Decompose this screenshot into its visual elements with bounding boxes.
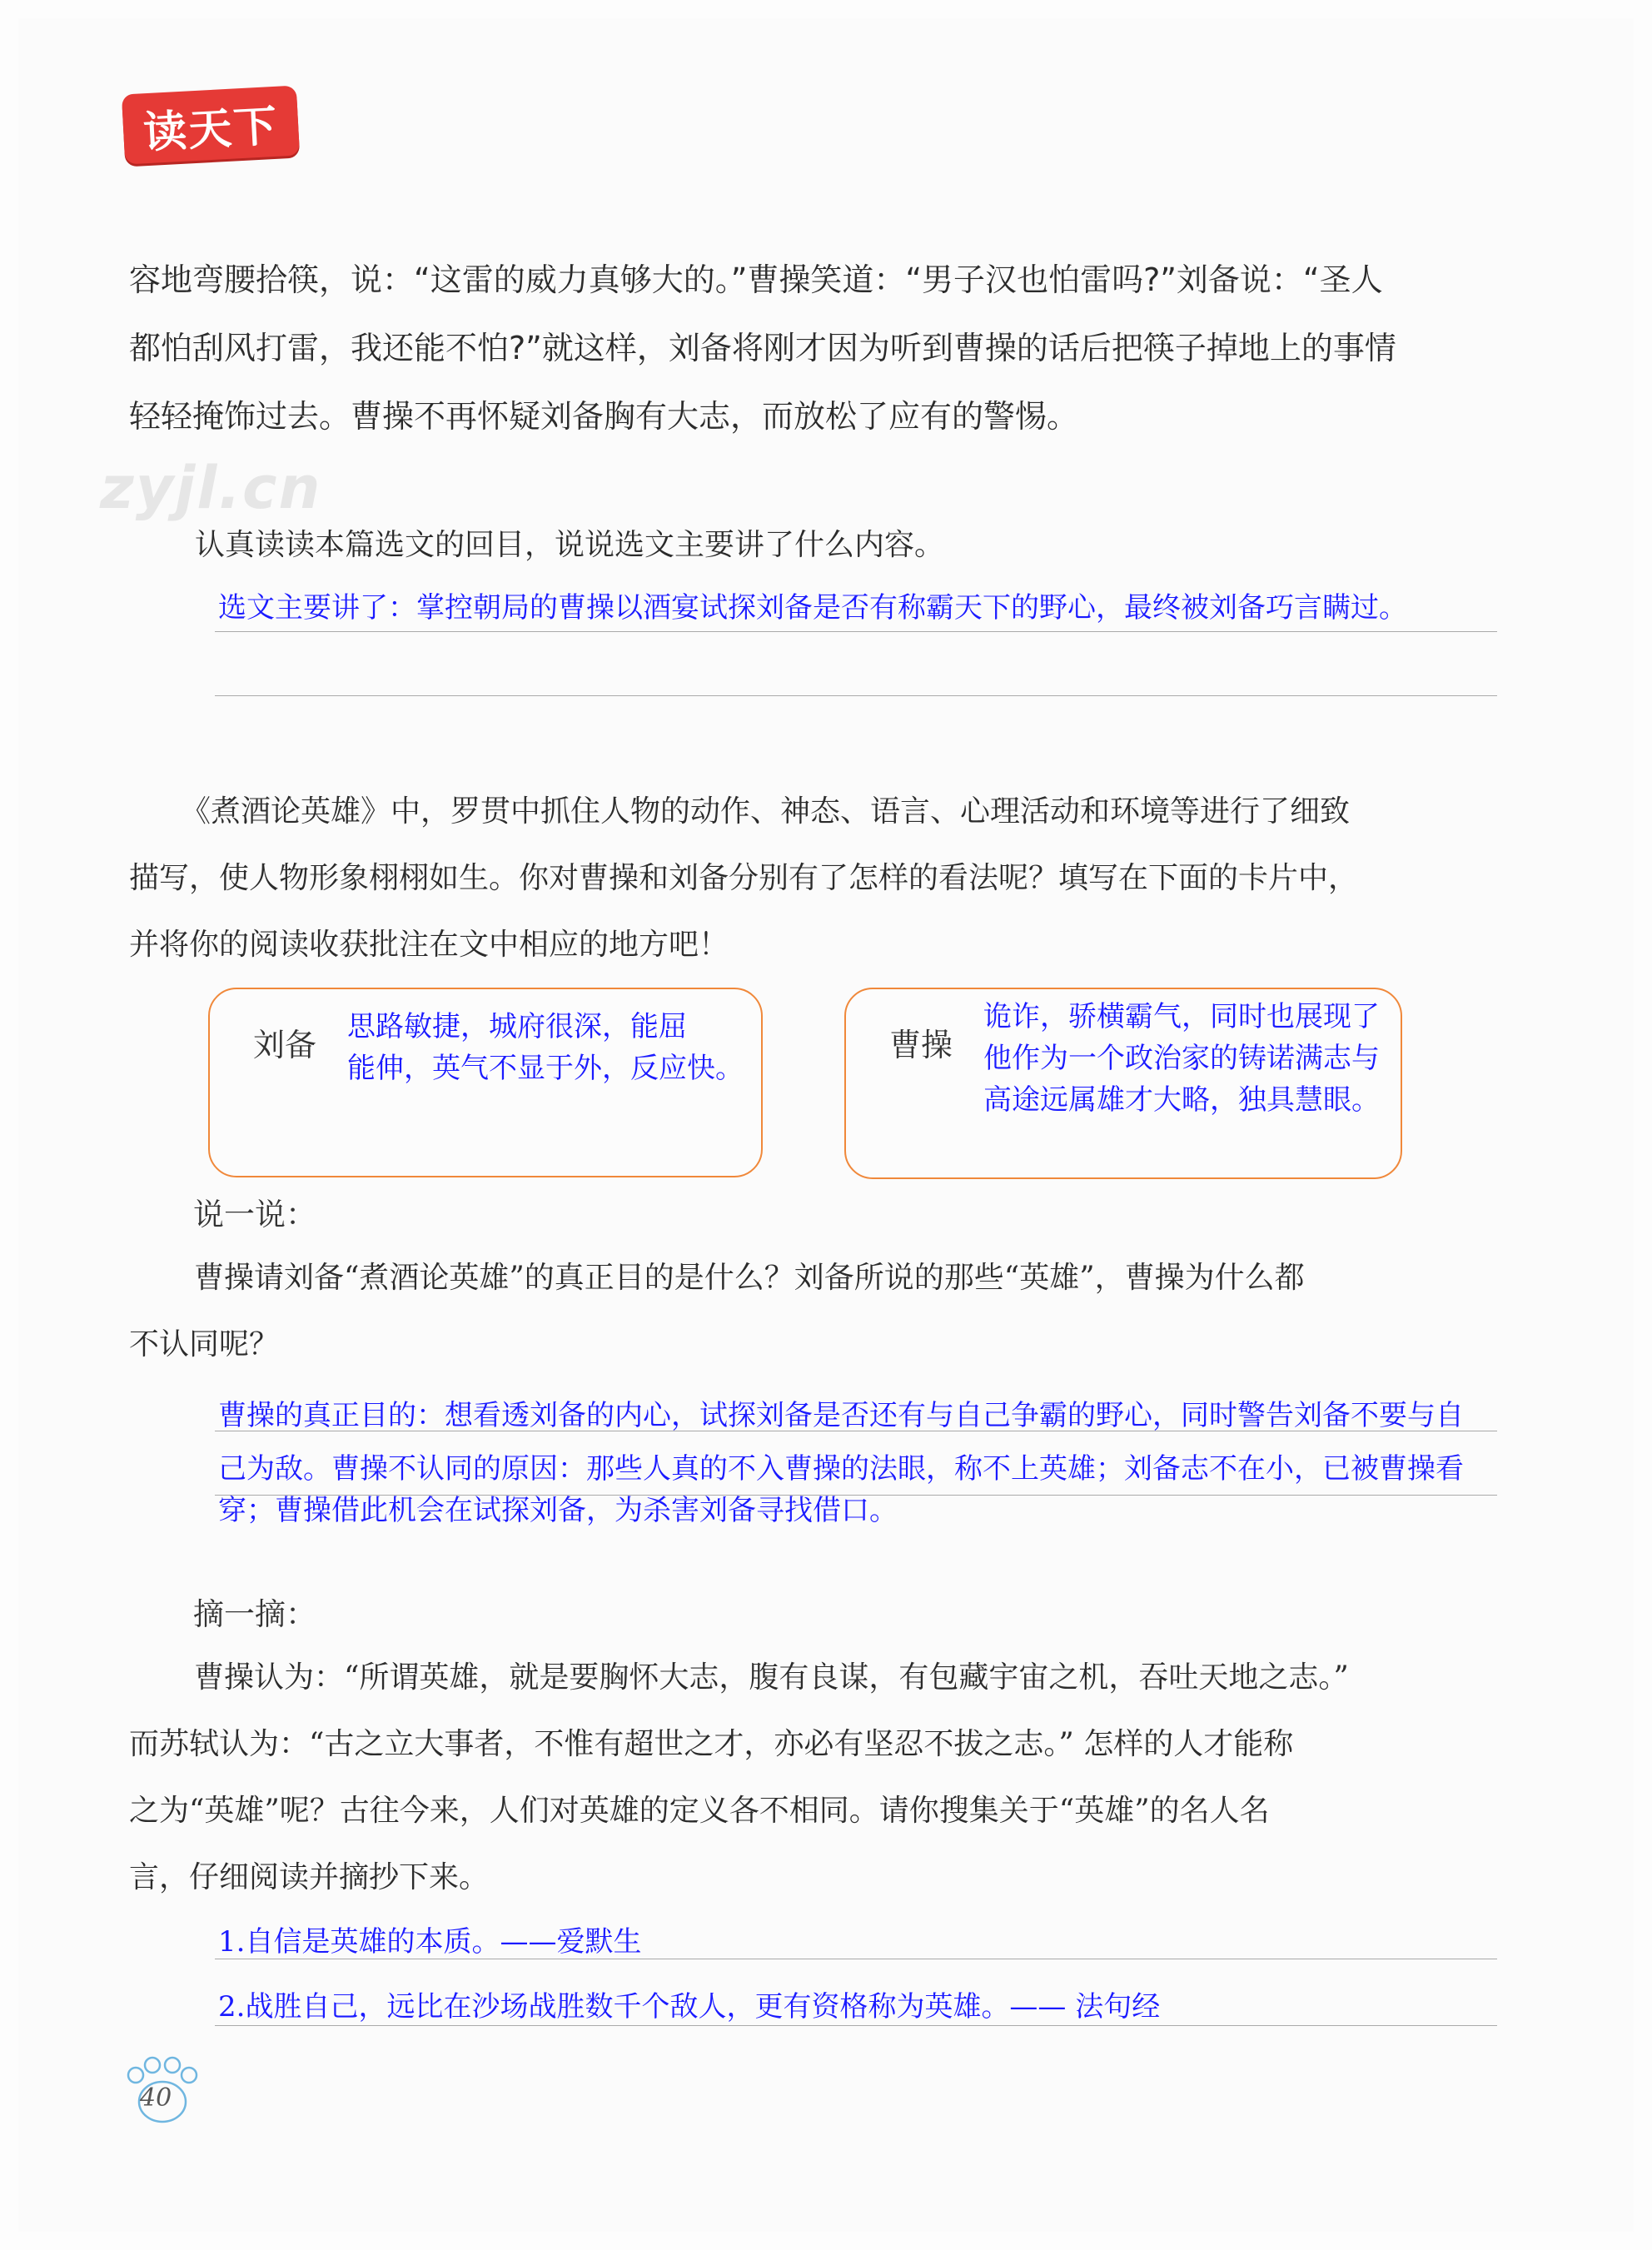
q2-paragraph xyxy=(129,779,1511,978)
q3-prompt-line: 曹操请刘备“煮酒论英雄”的真正目的是什么？刘备所说的那些“英雄”，曹操为什么都 xyxy=(194,1261,1305,1295)
intro-line: 都怕刮风打雷，我还能不怕?”就这样，刘备将刚才因为听到曹操的话后把筷子掉地上的事情 xyxy=(129,330,1396,366)
card-answer xyxy=(347,1006,744,1089)
q3-answer-line: 曹操的真正目的：想看透刘备的内心，试探刘备是否还有与自己争霸的野心，同时警告刘备不要与自 xyxy=(218,1399,1464,1432)
card-answer-line: 诡诈，骄横霸气，同时也展现了 xyxy=(983,1000,1380,1033)
card-liubei xyxy=(208,988,763,1177)
q3-answer-line: 穿；曹操借此机会在试探刘备，为杀害刘备寻找借口。 xyxy=(218,1494,898,1527)
q1-prompt: 认真读读本篇选文的回目，说说选文主要讲了什么内容。 xyxy=(195,528,945,562)
answer-line xyxy=(215,654,1497,696)
intro-line: 轻轻掩饰过去。曹操不再怀疑刘备胸有大志，而放松了应有的警惕。 xyxy=(129,398,1079,435)
card-answer-line: 高途远属雄才大略，独具慧眼。 xyxy=(983,1083,1380,1117)
card-answer xyxy=(983,996,1380,1121)
q4-answer-2: 2.战胜自己，远比在沙场战胜数千个敌人，更有资格称为英雄。—— 法句经 xyxy=(218,1990,1161,2024)
q3-prompt-line: 不认同呢？ xyxy=(129,1327,280,1361)
page-number: 40 xyxy=(140,2083,172,2113)
section-logo: 读天下 xyxy=(122,86,300,165)
card-label: 曹操 xyxy=(889,1027,953,1063)
q4-prompt-line: 之为“英雄”呢？古往今来，人们对英雄的定义各不相同。请你搜集关于“英雄”的名人名 xyxy=(129,1794,1270,1828)
q4-prompt-line: 而苏轼认为：“古之立大事者，不惟有超世之才，亦必有坚忍不拔之志。” 怎样的人才能称 xyxy=(129,1727,1294,1761)
q3-answer xyxy=(218,1389,1509,1537)
q4-prompt xyxy=(129,1645,1511,1911)
q4-prompt-line: 曹操认为：“所谓英雄，就是要胸怀大志，腹有良谋，有包藏宇宙之机，吞吐天地之志。” xyxy=(194,1660,1349,1695)
watermark: zyjl.cn xyxy=(100,454,322,522)
card-answer-line: 能伸，英气不显于外，反应快。 xyxy=(347,1052,744,1085)
card-caocao xyxy=(844,988,1402,1179)
intro-paragraph xyxy=(129,246,1511,450)
q2-line: 《煮酒论英雄》中，罗贯中抓住人物的动作、神态、语言、心理活动和环境等进行了细致 xyxy=(181,794,1351,829)
q4-answer-1: 1.自信是英雄的本质。——爱默生 xyxy=(218,1925,642,1959)
section-title-say: 说一说： xyxy=(193,1197,316,1232)
q4-prompt-line: 言，仔细阅读并摘抄下来。 xyxy=(129,1860,490,1894)
intro-line: 容地弯腰拾筷，说：“这雷的威力真够大的。”曹操笑道：“男子汉也怕雷吗?”刘备说：“圣人 xyxy=(129,261,1383,298)
section-title-excerpt: 摘一摘： xyxy=(193,1596,316,1632)
q1-answer: 选文主要讲了：掌控朝局的曹操以酒宴试探刘备是否有称霸天下的野心，最终被刘备巧言瞒过。 xyxy=(218,591,1407,625)
q3-answer-line: 己为敌。曹操不认同的原因：那些人真的不入曹操的法眼，称不上英雄；刘备志不在小，已被曹操看 xyxy=(218,1452,1464,1486)
card-answer-line: 思路敏捷，城府很深，能屈 xyxy=(347,1010,687,1043)
card-label: 刘备 xyxy=(253,1027,317,1063)
card-answer-line: 他作为一个政治家的铸诺满志与 xyxy=(983,1042,1380,1075)
q2-line: 并将你的阅读收获批注在文中相应的地方吧！ xyxy=(129,928,729,962)
q2-line: 描写，使人物形象栩栩如生。你对曹操和刘备分别有了怎样的看法呢？填写在下面的卡片中， xyxy=(129,861,1359,895)
q3-prompt xyxy=(129,1245,1511,1378)
